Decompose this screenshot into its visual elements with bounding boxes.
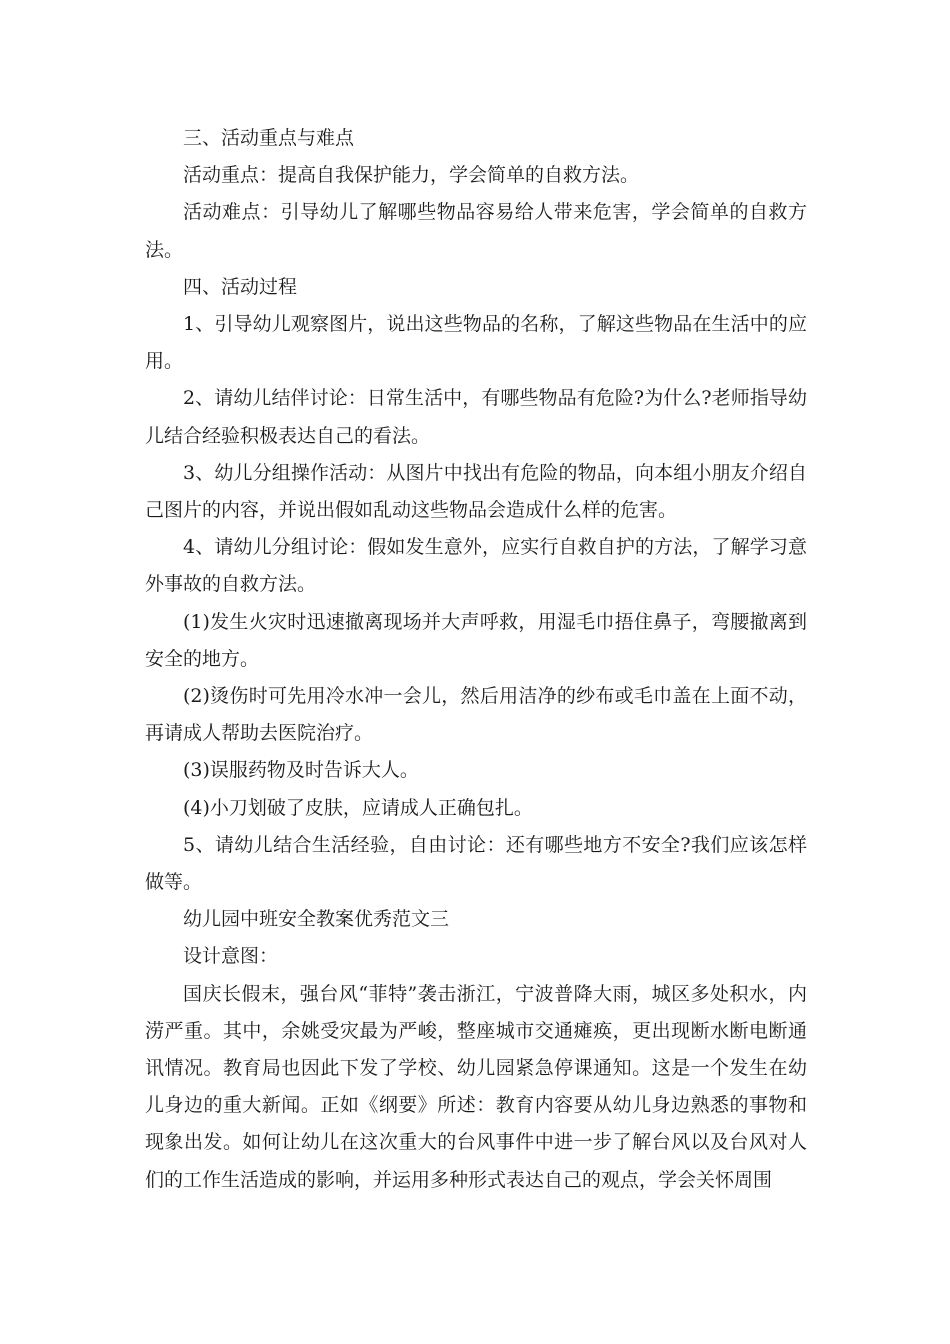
paragraph-key-point: 活动重点：提高自我保护能力，学会简单的自救方法。 [183, 164, 640, 187]
paragraph-difficult-point: 活动难点：引导幼儿了解哪些物品容易给人带来危害，学会简单的自救方法。 [145, 201, 807, 261]
paragraph-step-5: 5、请幼儿结合生活经验，自由讨论：还有哪些地方不安全?我们应该怎样做等。 [145, 833, 807, 894]
paragraph-step-4: 4、请幼儿分组讨论：假如发生意外，应实行自救自护的方法，了解学习意外事故的自救方法。 [145, 536, 807, 596]
section-title-lesson-three: 幼儿园中班安全教案优秀范文三 [183, 908, 450, 931]
document-page [145, 120, 807, 1199]
paragraph-substep-4: (4)小刀划破了皮肤，应请成人正确包扎。 [183, 796, 533, 819]
paragraph-substep-1: (1)发生火灾时迅速撤离现场并大声呼救，用湿毛巾捂住鼻子，弯腰撤离到安全的地方。 [145, 610, 807, 670]
paragraph-substep-2: (2)烫伤时可先用冷水冲一会儿，然后用洁净的纱布或毛巾盖在上面不动，再请成人帮助去医院治疗。 [145, 685, 807, 745]
heading-design-intent: 设计意图： [183, 945, 279, 968]
paragraph-step-1: 1、引导幼儿观察图片，说出这些物品的名称，了解这些物品在生活中的应用。 [145, 313, 807, 373]
paragraph-design-intent: 国庆长假末，强台风“菲特”袭击浙江，宁波普降大雨，城区多处积水，内涝严重。其中，余姚受灾最为严峻，整座城市交通瘫痪，更出现断水断电断通讯情况。教育局也因此下发了学校、幼儿园紧急停课通知。这是一个发生在幼儿身边的重大新闻。正如《纲要》所述：教育内容要从幼儿身边熟悉的事物和现象出发。如何让幼儿在这次重大的台风事件中进一步了解台风以及台风对人们的工作生活造成的影响，并运用多种形式表达自己的观点，学会关怀周围 [145, 982, 807, 1191]
section-heading-process: 四、活动过程 [183, 275, 298, 298]
section-heading-key-points: 三、活动重点与难点 [183, 127, 355, 149]
paragraph-step-3: 3、幼儿分组操作活动：从图片中找出有危险的物品，向本组小朋友介绍自己图片的内容，并说出假如乱动这些物品会造成什么样的危害。 [145, 461, 807, 522]
paragraph-step-2: 2、请幼儿结伴讨论：日常生活中，有哪些物品有危险?为什么?老师指导幼儿结合经验积极表达自己的看法。 [145, 387, 807, 447]
paragraph-substep-3: (3)误服药物及时告诉大人。 [183, 759, 419, 782]
